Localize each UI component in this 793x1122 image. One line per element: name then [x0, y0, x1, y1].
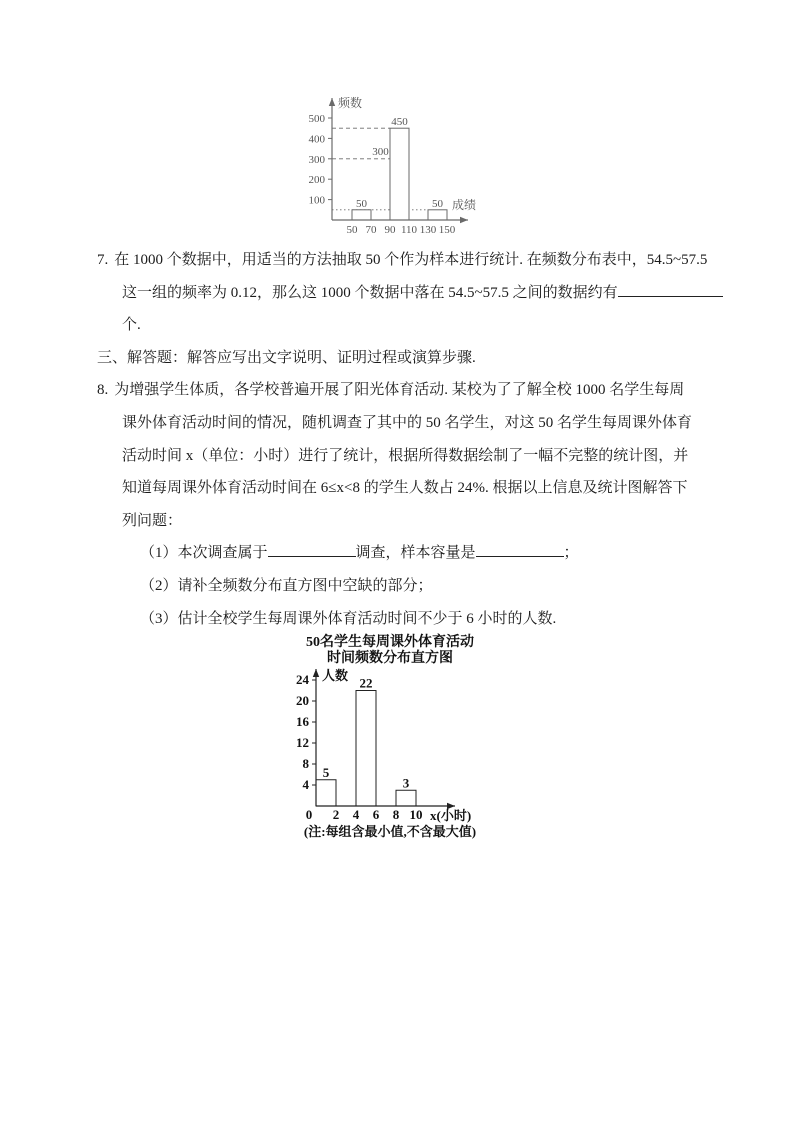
chart2-title-line1: 50名学生每周课外体育活动	[306, 635, 474, 650]
q8-line1-text: 为增强学生体质，各学校普遍开展了阳光体育活动. 某校为了了解全校 1000 名学生每周	[114, 382, 685, 399]
q8-sub1-blank-2	[476, 542, 564, 557]
y-tick-label: 24	[296, 672, 309, 687]
q8-line1	[97, 374, 747, 407]
data-frequency-histogram-svg	[300, 90, 495, 242]
y-axis-arrow-icon	[313, 669, 319, 677]
q8-sub1-prefix: （1）本次调查属于	[140, 545, 268, 562]
x-tick-label: 70	[365, 224, 377, 236]
histogram-bar	[356, 691, 376, 807]
x-tick-label: 2	[332, 807, 340, 822]
q8-line2: 课外体育活动时间的情况，随机调查了其中的 50 名学生，对这 50 名学生每周课外体育	[122, 414, 693, 431]
x-tick-label: 4	[352, 807, 360, 822]
y-axis-title: 人数	[322, 668, 349, 683]
bar-value-label: 450	[391, 116, 408, 129]
y-axis-arrow-icon	[329, 98, 335, 106]
chart2-title	[268, 635, 512, 667]
y-tick-label: 8	[302, 756, 309, 771]
chart-data-frequency-histogram	[300, 90, 495, 242]
q8-line4: 知道每周课外体育活动时间在 6≤x<8 的学生人数占 24%. 根据以上信息及统计图解答下	[122, 480, 688, 497]
x-axis-title: x(小时)	[430, 808, 472, 823]
y-tick-label: 16	[296, 714, 309, 729]
y-tick-label: 100	[308, 194, 325, 207]
bar-value-label: 3	[402, 775, 410, 791]
x-tick-label: 50	[346, 224, 358, 236]
histogram-bar	[396, 790, 416, 806]
q7-line2-text: 这一组的频率为 0.12，那么这 1000 个数据中落在 54.5~57.5 之间的数据约有	[122, 284, 618, 301]
bar-value-label: 50	[356, 197, 367, 210]
pe-time-histogram-svg	[268, 667, 512, 825]
y-tick-label: 200	[308, 174, 325, 187]
chart2-note: (注:每组含最小值,不含最大值)	[303, 824, 477, 839]
q7-line2	[97, 277, 747, 310]
bar-value-label: 5	[322, 764, 330, 780]
x-axis-title: 成绩	[452, 198, 477, 212]
bar-value-label: 50	[432, 197, 443, 210]
q7-line1	[97, 244, 747, 277]
q8-sub3: （3）估计全校学生每周课外体育活动时间不少于 6 小时的人数.	[140, 610, 557, 627]
y-axis-title: 频数	[338, 96, 363, 110]
y-tick-label: 12	[296, 735, 309, 750]
chart-pe-time-histogram	[268, 635, 512, 840]
histogram-bar	[428, 210, 447, 220]
q8-line3: 活动时间 x（单位：小时）进行了统计，根据所得数据绘制了一幅不完整的统计图，并	[122, 447, 689, 464]
y-tick-label: 300	[308, 153, 325, 166]
x-tick-label: 110	[400, 224, 418, 236]
x-tick-label: 0	[305, 807, 313, 822]
q8-sub1	[97, 537, 747, 570]
q8-line5: 列问题：	[122, 512, 183, 529]
question-text-column	[97, 244, 747, 635]
bar-value-label: 22	[359, 675, 373, 691]
x-tick-label: 130	[419, 224, 437, 236]
x-tick-label: 6	[372, 807, 380, 822]
section3-heading: 三、解答题：解答应写出文字说明、证明过程或演算步骤.	[97, 349, 476, 366]
q7-line1-text: 在 1000 个数据中，用适当的方法抽取 50 个作为样本进行统计. 在频数分布表中，54.5~57.5	[114, 252, 708, 268]
histogram-bar	[352, 210, 371, 220]
y-tick-label: 500	[308, 113, 325, 125]
y-tick-label: 400	[308, 133, 325, 146]
histogram-bar	[316, 780, 336, 806]
q7-answer-blank	[618, 282, 723, 297]
q7-number: 7.	[97, 252, 109, 268]
q7-line3: 个.	[122, 317, 141, 334]
x-axis-arrow-icon	[460, 217, 468, 223]
x-tick-label: 150	[438, 224, 456, 236]
y-tick-label: 20	[296, 693, 309, 708]
y-tick-label: 4	[302, 777, 309, 792]
chart2-title-line2: 时间频数分布直方图	[327, 651, 453, 666]
q8-sub2: （2）请补全频数分布直方图中空缺的部分；	[140, 577, 433, 594]
q8-sub1-mid: 调查，样本容量是	[355, 545, 476, 562]
q8-sub1-blank-1	[268, 542, 356, 557]
q8-sub1-suffix: ；	[563, 545, 579, 562]
q8-number: 8.	[97, 382, 109, 399]
x-tick-label: 10	[409, 807, 423, 822]
x-tick-label: 8	[392, 807, 400, 822]
annotation-label: 300	[372, 145, 389, 158]
histogram-bar	[390, 128, 409, 220]
x-tick-label: 90	[384, 224, 396, 236]
